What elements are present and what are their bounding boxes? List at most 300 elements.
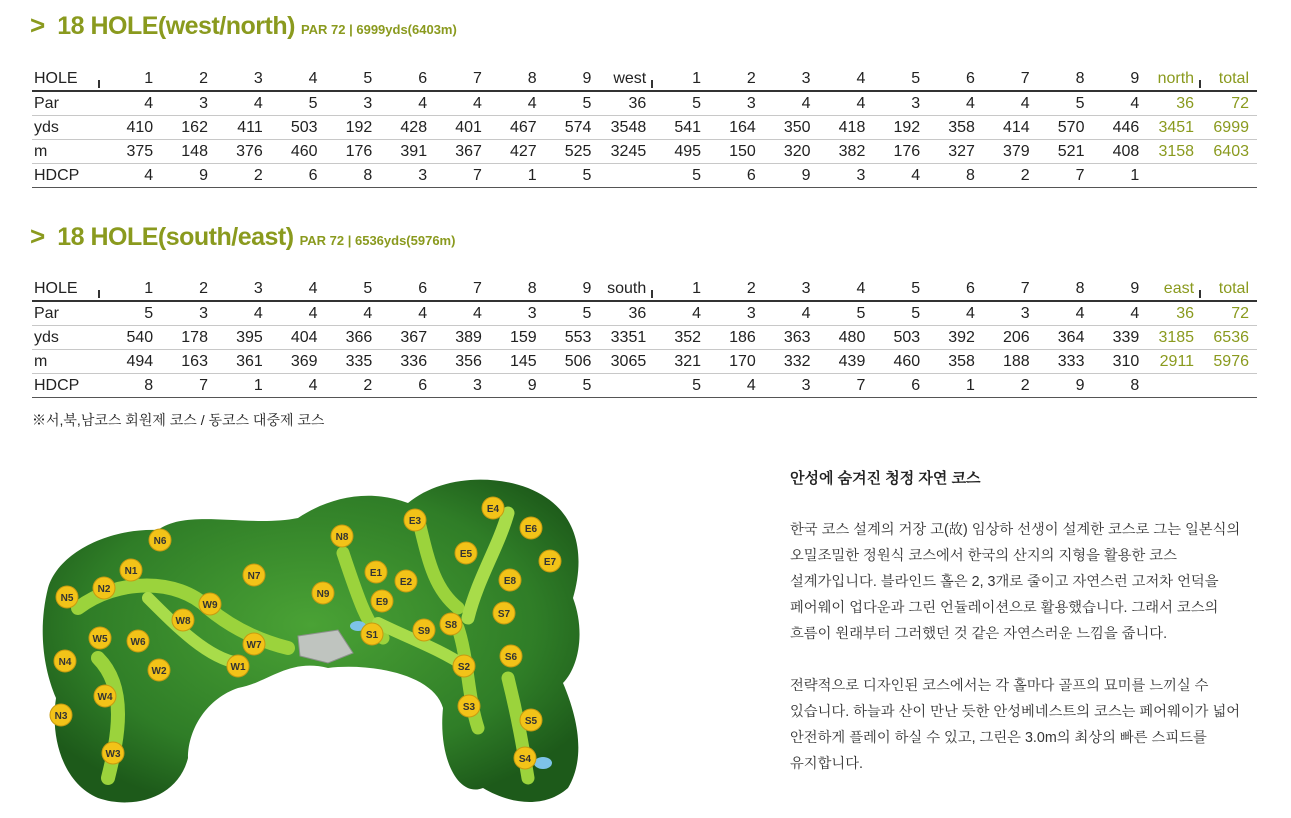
hole-marker-w9 — [199, 593, 221, 615]
table-cell: 148 — [181, 143, 208, 160]
hole-marker-label: S9 — [417, 626, 431, 637]
row-label: HDCP — [34, 377, 80, 394]
row-label: yds — [34, 329, 59, 346]
table-cell: 335 — [345, 353, 373, 370]
table-cell: 4 — [253, 305, 263, 322]
hole-marker-e7 — [539, 550, 561, 572]
membership-note: ※서,북,남코스 회원제 코스 / 동코스 대중제 코스 — [32, 412, 325, 428]
table-cell: 4 — [363, 305, 373, 322]
column-header: 2 — [746, 280, 756, 297]
pond — [534, 757, 552, 769]
course-description — [790, 466, 1260, 803]
table-cell: 356 — [455, 353, 482, 370]
table-cell: 2 — [1020, 377, 1030, 394]
table-cell: 3 — [199, 95, 208, 112]
table-cell: 2 — [1020, 167, 1030, 184]
hole-marker-n5 — [56, 586, 78, 608]
table-cell: 178 — [181, 329, 208, 346]
table-cell: 3 — [363, 95, 373, 112]
table-cell: 188 — [1003, 353, 1030, 370]
hole-marker-s9 — [413, 619, 435, 641]
table-cell: 5976 — [1213, 353, 1249, 370]
table-cell: 3 — [472, 377, 482, 394]
hole-marker-w2 — [148, 659, 170, 681]
table-cell: 4 — [911, 167, 921, 184]
column-header: 8 — [1075, 70, 1085, 87]
table-cell: 5 — [856, 305, 866, 322]
column-header-hole: HOLE — [32, 67, 106, 91]
table-cell: 503 — [893, 329, 921, 346]
table-cell: 150 — [729, 143, 756, 160]
table-cell: 5 — [582, 95, 592, 112]
column-header: 7 — [472, 70, 482, 87]
hole-marker-label: E8 — [503, 576, 517, 587]
table-header-row — [32, 67, 1257, 91]
table-cell: 6536 — [1213, 329, 1249, 346]
hole-marker-label: S2 — [457, 662, 471, 673]
table-cell: 327 — [948, 143, 975, 160]
table-cell: 3 — [911, 95, 921, 112]
table-cell: 3 — [801, 377, 811, 394]
table-cell: 467 — [509, 119, 537, 136]
table-cell: 5 — [582, 167, 592, 184]
table-cell: 6 — [746, 167, 756, 184]
hole-marker-e9 — [371, 590, 393, 612]
table-cell: 1 — [527, 167, 537, 184]
hole-marker-s8 — [440, 613, 462, 635]
table-cell: 192 — [893, 119, 921, 136]
course-description-para1: 한국 코스 설계의 거장 고(故) 임상하 선생이 설계한 코스로 그는 일본식의 오밀조밀한 정원식 코스에서 한국의 산지의 지형을 활용한 코스 설계가입니다. 블라인드 홀은 2, 3개로 줄이고 자연스런 고저차 언덕을 페어웨이 업다운과 그린 언듈레이션으로 활용했습니다. 그래서 코스의 흐름이 원래부터 그러했던 것 같은 자연스러운 느낌을 줍니다. — [790, 522, 1241, 642]
column-header: north — [1147, 67, 1202, 91]
section-title-text: 18 HOLE(west/north) — [57, 12, 295, 40]
table-header-row — [32, 277, 1257, 301]
table-row — [32, 116, 1257, 140]
table-cell: 367 — [400, 329, 428, 346]
column-header: 8 — [527, 70, 537, 87]
column-header: 1 — [692, 70, 702, 87]
table-cell: 8 — [363, 167, 373, 184]
hole-marker-label: S4 — [518, 754, 532, 765]
table-cell: 410 — [126, 119, 154, 136]
table-cell: 3 — [199, 305, 208, 322]
hole-marker-label: N4 — [58, 657, 72, 668]
hole-marker-s4 — [514, 747, 536, 769]
hole-marker-label: W5 — [92, 634, 108, 645]
column-header: 8 — [1075, 280, 1085, 297]
hole-marker-e1 — [365, 561, 387, 583]
table-cell: 5 — [692, 377, 702, 394]
column-header-hole: HOLE — [32, 277, 106, 301]
table-cell: 494 — [126, 353, 154, 370]
table-cell: 389 — [455, 329, 482, 346]
column-header: west — [599, 67, 654, 91]
course-description-para2: 전략적으로 디자인된 코스에서는 각 홀마다 골프의 묘미를 느끼실 수 있습니다. 하늘과 산이 만난 듯한 안성베네스트의 코스는 페어웨이가 넓어 안전하게 플레이 하실 수 있고, 그린은 3.0m의 최상의 빠른 스피드를 유지합니다. — [790, 678, 1241, 772]
table-cell: 186 — [729, 329, 756, 346]
column-header: 6 — [418, 70, 428, 87]
table-cell: 5 — [692, 167, 702, 184]
hole-marker-label: S5 — [524, 716, 538, 727]
column-header: 7 — [1020, 70, 1030, 87]
hole-marker-n9 — [312, 582, 334, 604]
table-cell: 4 — [856, 95, 866, 112]
table-cell: 4 — [418, 95, 428, 112]
table-cell: 5 — [582, 305, 592, 322]
table-cell: 320 — [783, 143, 811, 160]
table-cell: 192 — [345, 119, 373, 136]
table-cell: 503 — [290, 119, 318, 136]
table-cell: 401 — [455, 119, 482, 136]
table-cell: 525 — [564, 143, 592, 160]
table-cell: 4 — [308, 377, 318, 394]
table-cell: 460 — [290, 143, 318, 160]
column-header: 3 — [253, 280, 263, 297]
table-cell: 170 — [729, 353, 756, 370]
table-cell: 9 — [199, 167, 208, 184]
column-header: 5 — [363, 280, 373, 297]
table-cell: 4 — [966, 305, 975, 322]
table-cell: 164 — [729, 119, 756, 136]
table-cell: 162 — [181, 119, 208, 136]
table-cell: 379 — [1003, 143, 1030, 160]
table-cell: 5 — [692, 95, 702, 112]
table-cell: 159 — [509, 329, 537, 346]
table-cell: 206 — [1003, 329, 1030, 346]
row-label: Par — [34, 305, 59, 322]
table-cell: 382 — [838, 143, 866, 160]
hole-marker-label: E2 — [399, 577, 413, 588]
hole-marker-e5 — [455, 542, 477, 564]
section-subtitle: PAR 72 | 6536yds(5976m) — [299, 233, 456, 248]
hole-marker-e6 — [520, 517, 542, 539]
hole-marker-n8 — [331, 525, 353, 547]
table-cell: 480 — [838, 329, 866, 346]
table-cell: 3 — [746, 305, 756, 322]
row-label: yds — [34, 119, 59, 136]
table-cell: 570 — [1057, 119, 1085, 136]
table-cell: 366 — [345, 329, 373, 346]
table-cell: 7 — [856, 377, 866, 394]
hole-marker-e4 — [482, 497, 504, 519]
hole-marker-label: E4 — [486, 504, 500, 515]
chevron-right-icon: > — [30, 221, 46, 251]
table-cell: 395 — [236, 329, 263, 346]
table-cell: 5 — [582, 377, 592, 394]
section-title-south-east — [30, 221, 455, 252]
hole-marker-n3 — [50, 704, 72, 726]
table-cell: 6999 — [1213, 119, 1249, 136]
table-cell: 4 — [1130, 305, 1140, 322]
hole-marker-label: W7 — [246, 640, 262, 651]
hole-marker-label: N8 — [335, 532, 349, 543]
table-cell: 6 — [308, 167, 318, 184]
table-cell — [1147, 374, 1202, 398]
table-cell: 8 — [1130, 377, 1140, 394]
table-cell: 4 — [144, 95, 154, 112]
course-description-heading: 안성에 숨겨진 청정 자연 코스 — [790, 470, 981, 487]
table-cell: 363 — [783, 329, 811, 346]
table-cell: 5 — [911, 305, 921, 322]
column-header: south — [599, 277, 654, 301]
hole-marker-w3 — [102, 742, 124, 764]
section-title-west-north — [30, 10, 457, 41]
column-header: 7 — [1020, 280, 1030, 297]
table-cell: 3065 — [610, 353, 647, 370]
table-cell: 367 — [455, 143, 482, 160]
column-header: 9 — [582, 70, 592, 87]
table-cell: 6 — [911, 377, 921, 394]
column-header: 8 — [527, 280, 537, 297]
table-row — [32, 164, 1257, 188]
table-cell: 408 — [1112, 143, 1140, 160]
hole-marker-label: S1 — [365, 630, 379, 641]
table-cell: 4 — [1075, 305, 1085, 322]
hole-marker-label: W9 — [202, 600, 218, 611]
table-cell — [599, 164, 654, 188]
table-row — [32, 374, 1257, 398]
table-cell: 3245 — [610, 143, 647, 160]
course-map — [38, 458, 598, 810]
table-cell: 3351 — [610, 329, 647, 346]
table-cell: 4 — [801, 305, 811, 322]
hole-marker-w6 — [127, 630, 149, 652]
table-cell: 375 — [126, 143, 154, 160]
table-cell: 1 — [966, 377, 975, 394]
table-cell: 36 — [628, 305, 647, 322]
table-cell: 376 — [236, 143, 263, 160]
table-cell: 404 — [290, 329, 318, 346]
table-cell: 4 — [308, 305, 318, 322]
column-header: 9 — [1130, 70, 1140, 87]
table-cell: 9 — [801, 167, 811, 184]
table-cell: 364 — [1057, 329, 1085, 346]
table-row — [32, 91, 1257, 116]
hole-marker-s6 — [500, 645, 522, 667]
column-header: 7 — [472, 280, 482, 297]
table-cell: 6403 — [1213, 143, 1249, 160]
scorecard-table-west-north — [32, 67, 1257, 188]
row-label: HDCP — [34, 167, 80, 184]
hole-marker-label: N9 — [316, 589, 330, 600]
table-cell: 7 — [199, 377, 208, 394]
table-cell: 72 — [1231, 305, 1249, 322]
table-cell: 8 — [966, 167, 975, 184]
table-cell: 3158 — [1158, 143, 1195, 160]
table-cell: 5 — [308, 95, 318, 112]
table-cell: 7 — [472, 167, 482, 184]
table-cell: 176 — [893, 143, 921, 160]
row-label: m — [34, 143, 48, 160]
table-cell: 4 — [253, 95, 263, 112]
table-cell: 369 — [290, 353, 318, 370]
table-cell: 176 — [345, 143, 373, 160]
table-cell: 3 — [1020, 305, 1030, 322]
table-cell: 4 — [692, 305, 702, 322]
table-cell: 1 — [253, 377, 263, 394]
section-title-text: 18 HOLE(south/east) — [57, 223, 294, 251]
hole-marker-label: S8 — [444, 620, 458, 631]
table-cell: 418 — [838, 119, 866, 136]
table-cell: 358 — [948, 119, 975, 136]
hole-marker-n1 — [120, 559, 142, 581]
table-cell: 5 — [1075, 95, 1085, 112]
table-cell: 9 — [1075, 377, 1085, 394]
table-cell: 3185 — [1158, 329, 1195, 346]
column-header: total — [1218, 280, 1249, 297]
column-header: 9 — [582, 280, 592, 297]
table-cell: 4 — [527, 95, 537, 112]
chevron-right-icon: > — [30, 10, 46, 40]
hole-marker-n4 — [54, 650, 76, 672]
table-cell: 4 — [472, 95, 482, 112]
hole-marker-label: N2 — [97, 584, 111, 595]
table-cell: 1 — [1130, 167, 1140, 184]
hole-marker-s2 — [453, 655, 475, 677]
hole-marker-w4 — [94, 685, 116, 707]
hole-marker-label: W8 — [175, 616, 191, 627]
column-header: 4 — [308, 280, 318, 297]
column-header: 5 — [911, 70, 921, 87]
scorecard-table-south-east — [32, 277, 1257, 398]
column-header: 3 — [801, 70, 811, 87]
hole-marker-s1 — [361, 623, 383, 645]
table-cell: 460 — [893, 353, 921, 370]
table-cell: 3 — [746, 95, 756, 112]
table-cell: 163 — [181, 353, 208, 370]
table-cell — [1202, 374, 1257, 398]
table-cell: 391 — [400, 143, 428, 160]
table-cell: 350 — [783, 119, 811, 136]
hole-marker-n6 — [149, 529, 171, 551]
table-row — [32, 350, 1257, 374]
hole-marker-label: W3 — [105, 749, 121, 760]
table-cell: 506 — [564, 353, 592, 370]
hole-marker-label: S3 — [462, 702, 476, 713]
column-header: 6 — [418, 280, 428, 297]
hole-marker-w8 — [172, 609, 194, 631]
table-cell — [599, 374, 654, 398]
table-cell: 4 — [418, 305, 428, 322]
column-header: 6 — [966, 70, 975, 87]
row-label: m — [34, 353, 48, 370]
section-subtitle: PAR 72 | 6999yds(6403m) — [300, 22, 457, 37]
table-cell: 411 — [237, 119, 263, 136]
table-cell: 361 — [236, 353, 263, 370]
column-header: total — [1218, 70, 1249, 87]
hole-marker-w7 — [243, 633, 265, 655]
hole-marker-label: E7 — [543, 557, 557, 568]
hole-marker-label: N1 — [124, 566, 138, 577]
table-cell: 9 — [527, 377, 537, 394]
column-header: 5 — [363, 70, 373, 87]
table-cell: 332 — [783, 353, 811, 370]
table-cell: 553 — [564, 329, 592, 346]
table-cell: 333 — [1057, 353, 1085, 370]
table-cell: 4 — [144, 167, 154, 184]
table-cell: 352 — [674, 329, 702, 346]
table-cell: 427 — [509, 143, 537, 160]
column-header: 3 — [253, 70, 263, 87]
table-cell: 6 — [418, 377, 428, 394]
table-cell: 3 — [418, 167, 428, 184]
table-cell: 3 — [527, 305, 537, 322]
hole-marker-n7 — [243, 564, 265, 586]
column-header: 3 — [801, 280, 811, 297]
table-cell: 541 — [674, 119, 702, 136]
table-cell — [1202, 164, 1257, 188]
hole-marker-w5 — [89, 627, 111, 649]
hole-marker-s5 — [520, 709, 542, 731]
table-cell: 4 — [746, 377, 756, 394]
hole-marker-e8 — [499, 569, 521, 591]
table-cell: 3 — [856, 167, 866, 184]
table-row — [32, 140, 1257, 164]
hole-marker-label: E6 — [524, 524, 538, 535]
column-header: 1 — [144, 280, 154, 297]
table-cell: 4 — [472, 305, 482, 322]
table-cell: 5 — [144, 305, 154, 322]
column-header: 5 — [911, 280, 921, 297]
table-cell: 4 — [966, 95, 975, 112]
hole-marker-e3 — [404, 509, 426, 531]
column-header: 1 — [144, 70, 154, 87]
table-cell: 3451 — [1158, 119, 1195, 136]
table-cell: 145 — [509, 353, 537, 370]
column-header: 2 — [199, 70, 208, 87]
table-cell: 540 — [126, 329, 154, 346]
hole-marker-label: W1 — [230, 662, 246, 673]
table-cell: 336 — [400, 353, 428, 370]
table-cell: 574 — [564, 119, 592, 136]
column-header: 2 — [199, 280, 208, 297]
table-cell: 2 — [253, 167, 263, 184]
table-cell: 521 — [1057, 143, 1085, 160]
table-cell: 392 — [948, 329, 975, 346]
table-cell: 36 — [1176, 305, 1195, 322]
hole-marker-label: S7 — [497, 609, 511, 620]
table-cell: 8 — [144, 377, 154, 394]
table-cell: 3548 — [610, 119, 647, 136]
table-cell: 4 — [801, 95, 811, 112]
column-header: east — [1147, 277, 1202, 301]
table-cell: 4 — [1020, 95, 1030, 112]
table-cell: 4 — [1130, 95, 1140, 112]
table-row — [32, 301, 1257, 326]
table-cell: 439 — [838, 353, 866, 370]
hole-marker-label: W2 — [151, 666, 167, 677]
hole-marker-label: N6 — [153, 536, 167, 547]
column-header: 6 — [966, 280, 975, 297]
hole-marker-label: N7 — [247, 571, 261, 582]
table-cell: 2911 — [1159, 353, 1195, 370]
hole-marker-s7 — [493, 602, 515, 624]
hole-marker-label: E9 — [375, 597, 389, 608]
table-cell: 495 — [674, 143, 702, 160]
table-cell: 358 — [948, 353, 975, 370]
table-row — [32, 326, 1257, 350]
table-cell: 414 — [1003, 119, 1030, 136]
table-cell: 339 — [1112, 329, 1140, 346]
table-cell — [1147, 164, 1202, 188]
hole-marker-label: E5 — [459, 549, 473, 560]
column-header: 4 — [856, 280, 866, 297]
table-cell: 7 — [1075, 167, 1085, 184]
hole-marker-n2 — [93, 577, 115, 599]
column-header: 4 — [856, 70, 866, 87]
hole-marker-e2 — [395, 570, 417, 592]
table-cell: 36 — [1176, 95, 1195, 112]
table-cell: 428 — [400, 119, 428, 136]
hole-marker-s3 — [458, 695, 480, 717]
